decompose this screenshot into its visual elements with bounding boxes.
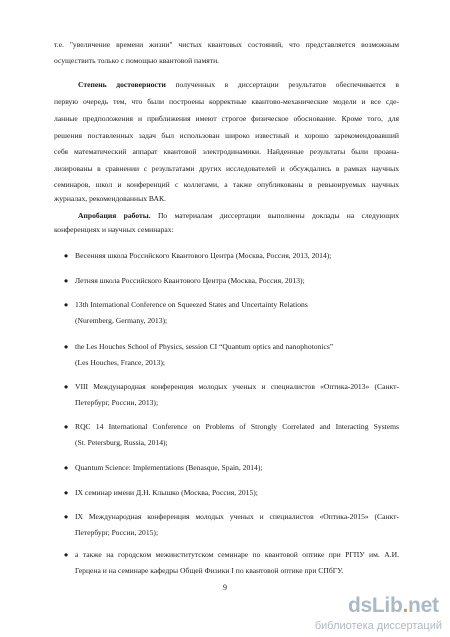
reliability-first-line — [78, 80, 399, 90]
text-line: себя математический аппарат квантовой электродинамики. Найденные результаты были проана- — [54, 147, 399, 156]
bullet-icon: ● — [63, 251, 69, 260]
watermark-logo: dsLib.net — [348, 594, 439, 617]
list-item-text: 13th International Conference on Squeezed States and Uncertainty Relations — [75, 300, 308, 309]
bullet-icon: ● — [63, 382, 69, 391]
text-line: т.е. "увеличение времени жизни" чистых квантовых состояний, что представляется возможным — [54, 40, 399, 49]
approbation-first-line — [78, 211, 399, 221]
list-item-text: RQC 14 International Conference on Problems of Strongly Correlated and Interacting Systems — [75, 422, 399, 431]
bullet-icon: ● — [63, 512, 69, 521]
list-item-text: Весенняя школа Российского Квантового Центра (Москва, Россия, 2013, 2014); — [75, 251, 332, 260]
list-item-text: the Les Houches School of Physics, session CI “Quantum optics and nanophotonics” — [75, 342, 334, 351]
text-line: осуществить только с помощью квантовой памяти. — [54, 56, 220, 65]
list-item-text: VIII Международная конференция молодых ученых и специалистов «Оптика-2013» (Санкт- — [75, 382, 399, 391]
approbation-heading: Апробация работы. — [78, 211, 151, 220]
bullet-icon: ● — [63, 550, 69, 559]
list-item-continuation: Петербург, России, 2013); — [75, 398, 159, 407]
watermark-subtitle: библиотека диссертаций — [314, 620, 442, 632]
text-line: ланные предположения и приближения имеют строгое физическое обоснование. Кроме того, для — [54, 114, 399, 123]
text-line: лизированы в сравнении с результатами других исследователей и обсуждались в рамках научных — [54, 164, 399, 173]
list-item-continuation: Герцена и на семинаре кафедры Общей Физики I по квантовой оптике при СПбГУ. — [75, 566, 344, 575]
list-item-continuation: (Nuremberg, Germany, 2013); — [75, 316, 168, 325]
bullet-icon: ● — [63, 463, 69, 472]
text-line: конференциях и научных семинарах: — [54, 225, 174, 234]
text-line: семинаров, школ и конференций с коллегами, а также опубликованы в ревьюируемых научных — [54, 180, 399, 189]
bullet-icon: ● — [63, 422, 69, 431]
page-number: 9 — [223, 583, 227, 592]
list-item-text: IX семинар имени Д.Н. Клышко (Москва, Россия, 2015); — [75, 488, 258, 497]
list-item-text: Летняя школа Российского Квантового Центра (Москва, Россия, 2013); — [75, 276, 305, 285]
text-fragment: полученных в диссертации результатов обеспечивается в — [165, 80, 399, 89]
list-item-continuation: (St. Petersburg, Russia, 2014); — [75, 438, 168, 447]
bullet-icon: ● — [63, 488, 69, 497]
reliability-heading: Степень достоверности — [78, 80, 166, 89]
list-item-text: Quantum Science: Implementations (Benasque, Spain, 2014); — [75, 463, 263, 472]
bullet-icon: ● — [63, 342, 69, 351]
list-item-continuation: (Les Houches, France, 2013); — [75, 358, 166, 367]
list-item-text: IX Международная конференция молодых ученых и специалистов «Оптика-2015» (Санкт- — [75, 512, 399, 521]
text-fragment: По материалам диссертации выполнены доклады на следующих — [150, 211, 399, 220]
list-item-continuation: Петербург, России, 2015); — [75, 528, 159, 537]
text-line: решения поставленных задач был использован широко известный и хорошо зарекомендовавший — [54, 131, 399, 140]
bullet-icon: ● — [63, 276, 69, 285]
text-line: первую очередь тем, что были построены корректные квантово-механические модели и все сде- — [54, 97, 399, 106]
bullet-icon: ● — [63, 300, 69, 309]
list-item-text: а также на городском межинститутском семинаре по квантовой оптике при РГПУ им. А.И. — [75, 550, 399, 559]
text-line: журналах, рекомендованных ВАК. — [54, 194, 166, 203]
